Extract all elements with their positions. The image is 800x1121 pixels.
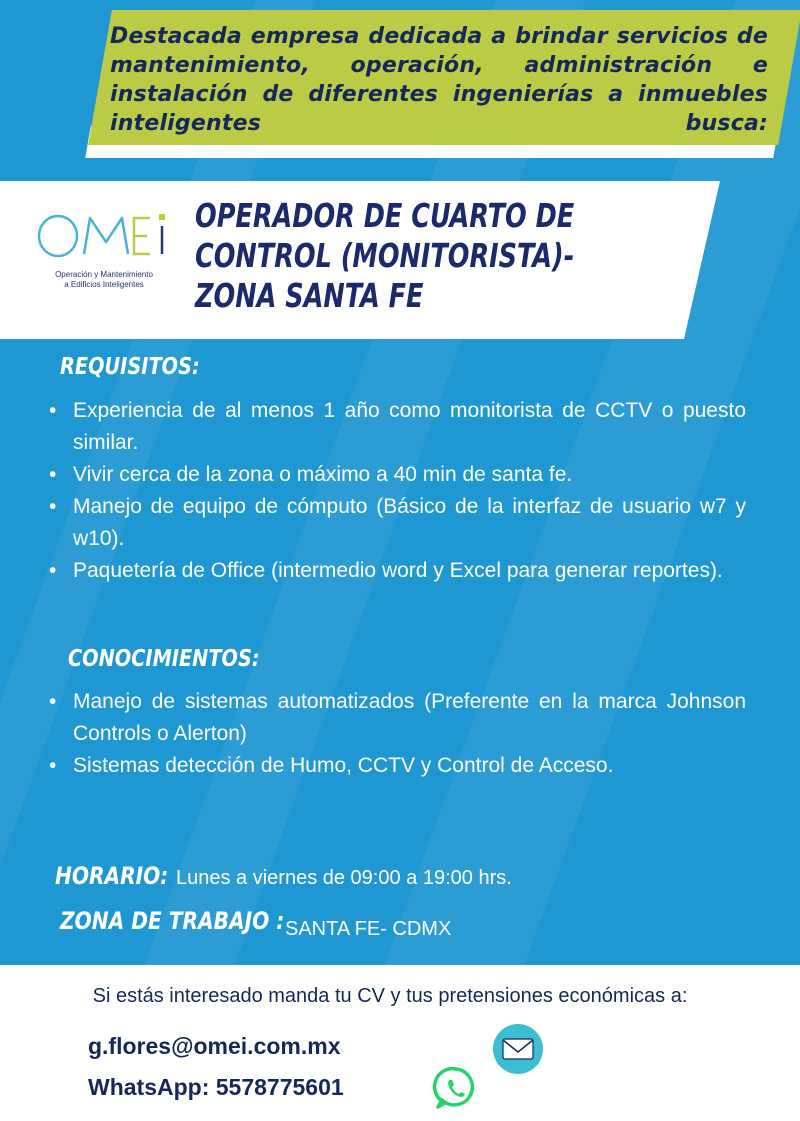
job-title-line-2: CONTROL (MONITORISTA)- bbox=[195, 236, 575, 275]
logo-tagline-1: Operación y Mantenimiento bbox=[55, 270, 153, 279]
conocimientos-list bbox=[46, 686, 746, 782]
horario-row bbox=[55, 862, 190, 890]
horario-label: HORARIO: bbox=[55, 862, 169, 890]
intro-text: Destacada empresa dedicada a brindar servicios de mantenimiento, operación, administración e instalación de diferentes ingenierías a inmuebles inteligentes busca: bbox=[110, 24, 768, 136]
logo-tagline-2: a Edificios Inteligentes bbox=[64, 280, 144, 289]
omei-logo bbox=[34, 204, 174, 304]
whatsapp-icon[interactable] bbox=[433, 1065, 479, 1111]
list-item: • Paquetería de Office (intermedio word y Excel para generar reportes). bbox=[46, 555, 746, 587]
requisitos-heading: REQUISITOS: bbox=[60, 354, 200, 380]
job-title-line-3: ZONA SANTA FE bbox=[195, 276, 424, 315]
list-item: • Manejo de equipo de cómputo (Básico de la interfaz de usuario w7 y w10). bbox=[46, 491, 746, 555]
contact-intro: Si estás interesado manda tu CV y tus pretensiones económicas a: bbox=[92, 985, 688, 1007]
horario-value: Lunes a viernes de 09:00 a 19:00 hrs. bbox=[176, 867, 512, 889]
contact-whatsapp[interactable]: WhatsApp: 5578775601 bbox=[88, 1074, 344, 1100]
list-item: • Manejo de sistemas automatizados (Preferente en la marca Johnson Controls o Alerton) bbox=[46, 686, 746, 750]
zona-value: SANTA FE- CDMX bbox=[285, 918, 452, 940]
list-item: • Experiencia de al menos 1 año como monitorista de CCTV o puesto similar. bbox=[46, 395, 746, 459]
job-title bbox=[195, 196, 599, 316]
zona-label: ZONA DE TRABAJO : bbox=[60, 907, 285, 935]
list-item: • Sistemas detección de Humo, CCTV y Control de Acceso. bbox=[46, 750, 746, 782]
omei-logo-mark bbox=[34, 204, 174, 266]
list-item: • Vivir cerca de la zona o máximo a 40 min de santa fe. bbox=[46, 459, 746, 491]
requisitos-list bbox=[46, 395, 746, 587]
envelope-icon[interactable] bbox=[491, 1022, 545, 1076]
job-title-line-1: OPERADOR DE CUARTO DE bbox=[195, 196, 575, 235]
conocimientos-heading: CONOCIMIENTOS: bbox=[68, 646, 260, 672]
contact-email[interactable]: g.flores@omei.com.mx bbox=[88, 1033, 341, 1059]
